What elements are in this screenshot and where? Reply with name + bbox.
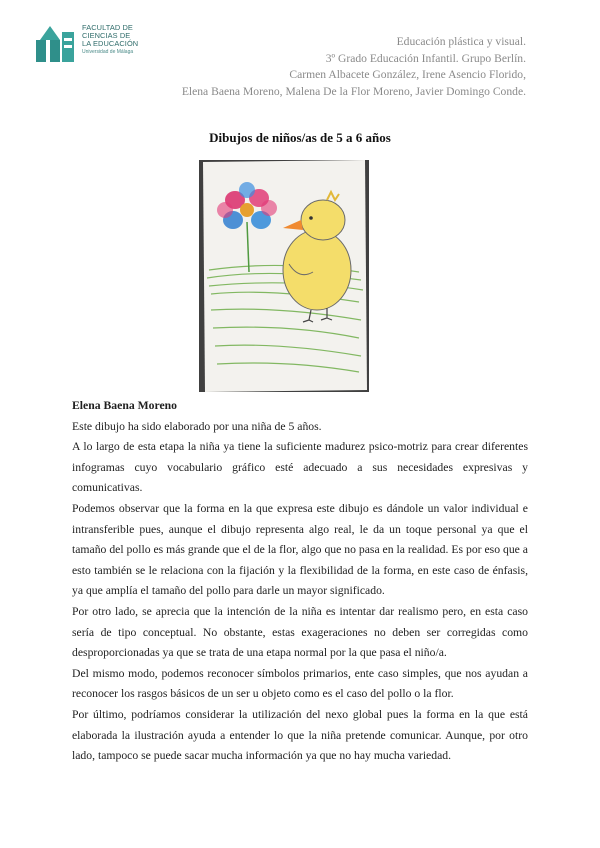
child-drawing-photo	[199, 160, 369, 392]
paragraph-1: Este dibujo ha sido elaborado por una niña de 5 años.	[72, 419, 322, 433]
logo-line-1: FACULTAD DE	[82, 23, 133, 32]
page-title: Dibujos de niños/as de 5 a 6 años	[209, 130, 391, 145]
paragraph-3: Podemos observar que la forma en la que expresa este dibujo es dándole un valor individual e intransferible pues, aunque el dibujo representa algo real, le da un toque personal ya que el tamaño del pollo es más grande que el de la flor, algo que no pasa en la realidad. Es por eso que a esto también se le relaciona con la fijación y la flexibilidad de la forma, en este caso de énfasis, ya que amplía el tamaño del pollo para darle un mayor significado.	[72, 501, 528, 598]
logo-line-3: LA EDUCACIÓN	[82, 39, 139, 48]
paragraph-2: A lo largo de esta etapa la niña ya tiene la suficiente madurez psico-motriz para crear diferentes infogramas cuyo vocabulario gráfico esté adecuado a sus necesidades expresivas y comunicativas.	[72, 440, 528, 495]
header-course: Educación plástica y visual.	[396, 35, 526, 48]
author-name: Elena Baena Moreno	[72, 399, 177, 412]
faculty-logo	[36, 24, 138, 62]
body-text	[72, 396, 528, 767]
paragraph-6: Por último, podríamos considerar la utilización del nexo global pues la forma en la que está elaborada la ilustración ayuda a entender lo que la niña pretende comunicar. Aunque, por otro lado, tampoco se puede sacar mucha información ya que no hay mucha variedad.	[72, 707, 528, 763]
header-grade: 3º Grado Educación Infantil. Grupo Berlín.	[325, 51, 526, 65]
faculty-logo-icon	[36, 26, 76, 62]
paragraph-5: Del mismo modo, podemos reconocer símbolos primarios, ente caso simples, que nos ayudan a reconocer los rasgos básicos de un ser u objeto como es el caso del pollo o la flor.	[72, 666, 528, 701]
logo-subtitle: Universidad de Málaga	[82, 49, 134, 55]
course-header	[182, 34, 526, 100]
header-authors-1: Carmen Albacete González, Irene Asencio Florido,	[289, 68, 526, 81]
logo-line-2: CIENCIAS DE	[82, 31, 131, 40]
header-authors-2: Elena Baena Moreno, Malena De la Flor Moreno, Javier Domingo Conde.	[181, 84, 526, 98]
paragraph-4: Por otro lado, se aprecia que la intención de la niña es intentar dar realismo pero, en esta caso sería de tipo conceptual. No obstante, estas exageraciones no deben ser corregidas como desproporcionadas ya que se trata de una etapa normal por la que pasa el niño/a.	[72, 604, 528, 660]
child-drawing-chick-flower-icon	[199, 160, 369, 392]
